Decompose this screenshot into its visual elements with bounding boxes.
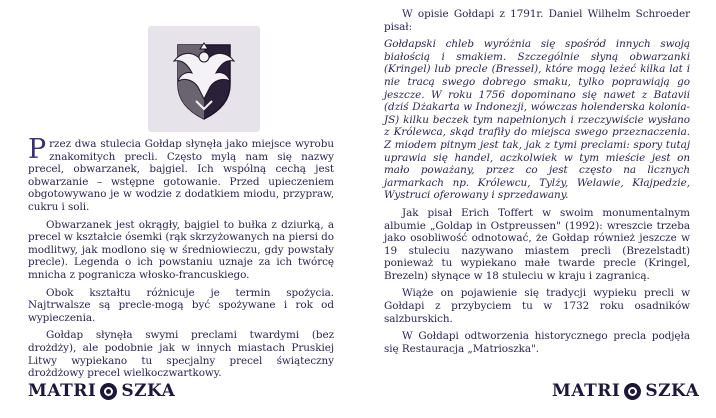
paragraph-text: rzez dwa stulecia Gołdap słynęła jako miejsce wyrobu znakomitych precli. Często mylą nam się nazwy precel, obwarzanek, bajgiel. Ich wspólną cechą jest obwarzanie – wstępne gotowanie. Przed upieczeniem obgotowywano je w wodzie z dodatkiem miodu, przypraw, cukru i soli. [28, 138, 334, 213]
paragraph: Jak pisał Erich Toffert w swoim monumentalnym albumie „Goldap in Ostpreussen" (1992): wreszcie trzeba jako osobliwość odnotować, że Gołdap również jeszcze w 19 stuleciu nazywano miastem precli (Brezelstadt) ponieważ tu wypiekano małe twarde precle (Kringel, Brezeln) słynące w 18 stuleciu w kraju i zagranicą. [384, 206, 690, 282]
left-text [28, 134, 334, 385]
logo-text-right: SZKA [645, 381, 700, 401]
paragraph: Gołdap słynęła swymi preclami twardymi (bez drożdży), ale podobnie jak w innych miastach Pruskiej Litwy wypiekano tu specjalny precel świąteczny drożdżowy precel wielkoczwartkowy. [28, 329, 334, 380]
drop-cap: P [28, 134, 47, 165]
paragraph: Wiąże on pojawienie się tradycji wypieku precli w Gołdapi z przybyciem tu w 1732 roku osadników salzburskich. [384, 287, 690, 325]
paragraph [28, 134, 334, 214]
right-text [384, 8, 690, 360]
eagle-crest-icon [148, 26, 260, 132]
paragraph: W opisie Gołdapi z 1791r. Daniel Wilhelm Schroeder pisał: [384, 8, 690, 33]
logo-text-right: SZKA [121, 381, 176, 401]
matryoshka-doll-icon [624, 383, 641, 400]
paragraph: W Gołdapi odtworzenia historycznego precla podjęła się Restauracja „Matrioszka". [384, 330, 690, 355]
quotation: Gołdapski chleb wyróżnia się spośród innych swoją białością i smakiem. Szczególnie słyną obwarzanki (Kringel) lub precle (Bressel), które mogą leżeć kilka lat i nie tracą swego dobrego smaku, tylko poprawiają go jeszcze. W roku 1756 dopominano się nawet z Batavii (dziś Dżakarta w Indonezji, wówczas holenderska kolonia-JS) kilku beczek tym napełnionych i rzeczywiście wysłano z Królewca, skąd trafiły do miejsca swego przeznaczenia. Z miodem pitnym jest tak, jak z tymi preclami: spory tutaj uprawia się handel, aczkolwiek w tym mieście jest on mało poważany, przez co jest często na licznych jarmarkach np. Królewcu, Tylży, Welawie, Kłajpedzie, Wystruci oferowany i sprzedawany. [384, 38, 690, 202]
paragraph: Obok kształtu różnicuje je termin spożycia. Najtrwalsze są precle-mogą być spożywane i rok od wypieczenia. [28, 286, 334, 324]
matrioszka-logo [552, 381, 699, 401]
logo-text-left: MATRI [552, 381, 621, 401]
paragraph: Obwarzanek jest okrągły, bajgiel to bułka z dziurką, a precel w kształcie ósemki (rąk skrzyżowanych na piersi do modlitwy, jak modlono się w średniowieczu, gdy powstały precle). Legenda o ich powstaniu uznaje za ich twórcę mnicha z pogranicza włosko-francuskiego. [28, 218, 334, 281]
matryoshka-doll-icon [100, 383, 117, 400]
logo-text-left: MATRI [28, 381, 97, 401]
matrioszka-logo [28, 381, 175, 401]
